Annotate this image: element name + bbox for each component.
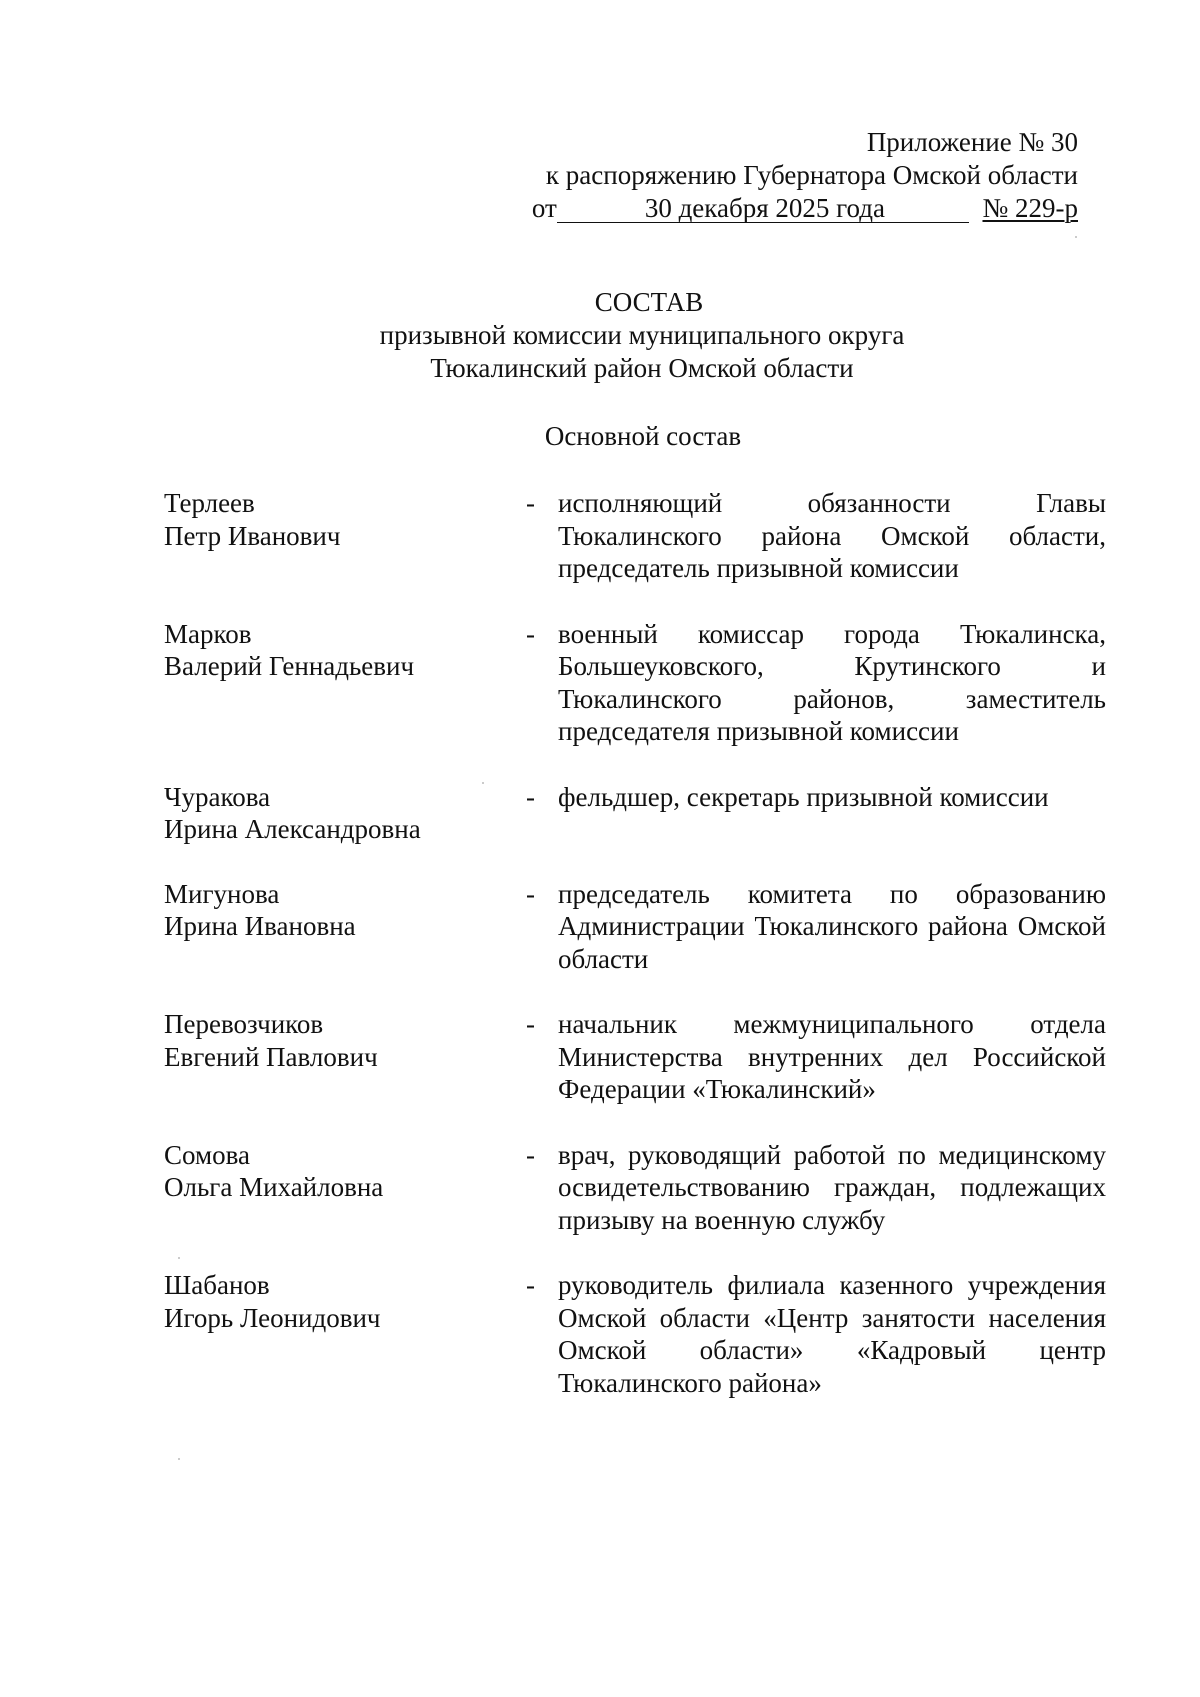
member-dash: -: [526, 1270, 535, 1300]
scan-speck: [1075, 236, 1077, 238]
member-name: [164, 1139, 526, 1204]
order-date: 30 декабря 2025 года: [644, 193, 885, 223]
member-surname: Марков: [164, 618, 252, 649]
member-role: председатель комитета по образованию Администрации Тюкалинского района Омской области: [558, 878, 1106, 974]
member-role: врач, руководящий работой по медицинскому освидетельствованию граждан, подлежащих призыву на военную службу: [558, 1139, 1106, 1235]
member-surname: Чуракова: [164, 781, 271, 812]
member-surname: Перевозчиков: [164, 1009, 324, 1039]
members-list: [164, 487, 1124, 1399]
member-row: [164, 618, 1124, 748]
member-role: военный комиссар города Тюкалинска, Большеуковского, Крутинского и Тюкалинского районов, заместитель председателя призывной комиссии: [558, 618, 1106, 746]
order-number: № 229-р: [982, 193, 1078, 223]
member-given-names: Игорь Леонидович: [164, 1302, 381, 1333]
order-reference: к распоряжению Губернатора Омской области: [545, 160, 1078, 190]
member-row: [164, 1269, 1124, 1399]
member-role: исполняющий обязанности Главы Тюкалинского района Омской области, председатель призывной комиссии: [558, 488, 1106, 583]
member-given-names: Валерий Геннадьевич: [164, 651, 415, 681]
member-given-names: Ирина Ивановна: [164, 911, 356, 941]
member-dash: -: [526, 781, 535, 812]
member-row: [164, 781, 1124, 846]
member-surname: Терлеев: [164, 488, 255, 518]
member-surname: Шабанов: [164, 1270, 270, 1300]
title-block: [0, 286, 1200, 319]
member-surname: Мигунова: [164, 878, 280, 909]
member-dash: -: [526, 1139, 535, 1170]
member-name: [164, 487, 526, 552]
appendix-number: Приложение № 30: [866, 127, 1078, 157]
member-dash: -: [526, 618, 535, 649]
document-subtitle-line-2: Тюкалинский район Омской области: [430, 353, 854, 383]
order-date-field: [557, 194, 969, 223]
scan-speck: [482, 782, 484, 784]
member-given-names: Ирина Александровна: [164, 814, 421, 844]
scan-speck: [178, 1458, 180, 1460]
member-given-names: Евгений Павлович: [164, 1041, 378, 1072]
member-role: начальник межмуниципального отдела Министерства внутренних дел Российской Федерации «Тюкалинский»: [558, 1009, 1106, 1104]
member-row: [164, 487, 1124, 585]
member-dash: -: [526, 878, 535, 909]
document-title: СОСТАВ: [594, 287, 704, 317]
scan-speck: [178, 1257, 180, 1259]
section-heading-wrap: [0, 420, 1200, 453]
from-label: от: [531, 193, 557, 223]
member-name: [164, 1008, 526, 1073]
title-line-1-wrap: [0, 319, 1200, 352]
member-given-names: Петр Иванович: [164, 520, 341, 551]
member-name: [164, 878, 526, 943]
member-dash: -: [526, 488, 535, 518]
order-date-line: [532, 192, 1078, 225]
member-row: [164, 1008, 1124, 1106]
appendix-header: [532, 126, 1078, 225]
member-row: [164, 1139, 1124, 1237]
member-name: [164, 781, 526, 846]
section-heading: Основной состав: [544, 421, 742, 451]
member-given-names: Ольга Михайловна: [164, 1172, 384, 1202]
member-row: [164, 878, 1124, 976]
member-role: фельдшер, секретарь призывной комиссии: [558, 781, 1049, 812]
member-role: руководитель филиала казенного учреждения Омской области «Центр занятости населения Омской области» «Кадровый центр Тюкалинского района»: [558, 1270, 1106, 1398]
title-line-2-wrap: [0, 352, 1200, 385]
document-subtitle-line-1: призывной комиссии муниципального округа: [379, 320, 905, 350]
member-name: [164, 618, 526, 683]
member-dash: -: [526, 1009, 535, 1039]
member-surname: Сомова: [164, 1139, 250, 1170]
member-name: [164, 1269, 526, 1334]
